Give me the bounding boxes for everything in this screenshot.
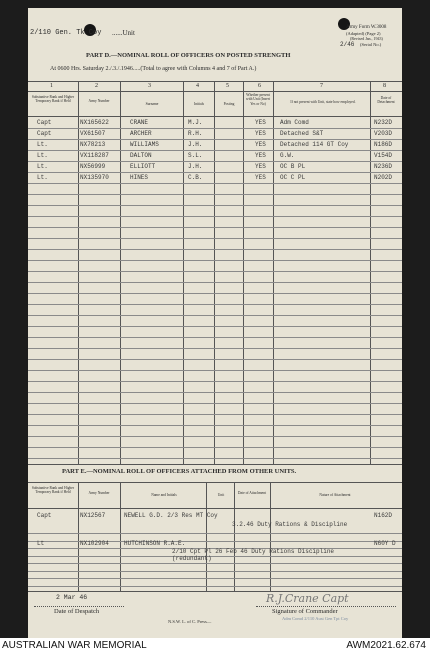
table-row xyxy=(28,534,402,562)
cell-army-number: VX118287 xyxy=(80,152,109,159)
serial-label: (Serial No.) xyxy=(360,42,382,47)
table-row xyxy=(28,151,402,161)
cell-rank: Capt xyxy=(37,130,52,137)
header-army-number: Army Number xyxy=(88,99,110,103)
signature-line xyxy=(256,606,396,607)
ruled-line xyxy=(28,304,402,305)
document-page xyxy=(28,8,402,638)
printer-imprint: N.S.W. L. of C. Press— xyxy=(168,619,212,624)
ruled-line xyxy=(28,205,402,206)
ruled-line xyxy=(28,403,402,404)
cell-present: YES xyxy=(255,119,266,126)
cell-employed: OC B PL xyxy=(280,163,306,170)
cell-surname: CRANE xyxy=(130,119,149,126)
cell-employed: Detached S&T xyxy=(280,130,324,137)
unit-stamp: Adm Comd 2/110 Aust Gen Tpt Coy xyxy=(282,616,349,621)
header-rank: Substantive Rank and Higher Temporary Rank if Held xyxy=(31,95,75,104)
ruled-line xyxy=(28,571,402,572)
cell-present: YES xyxy=(255,174,266,181)
header-detachment-date: Date of Detachment xyxy=(377,96,395,105)
header-name: Name and Initials xyxy=(151,493,177,497)
ruled-line xyxy=(28,586,402,587)
column-number: 1 xyxy=(50,83,53,89)
column-number: 2 xyxy=(95,83,98,89)
column-number: 6 xyxy=(258,83,261,89)
table-row xyxy=(28,511,402,533)
table-row xyxy=(28,140,402,150)
form-adapted: (Adapted) (Page 2) xyxy=(346,31,381,36)
cell-surname: HINES xyxy=(130,174,149,181)
cell-rank: Capt xyxy=(37,512,52,519)
header-army-number: Army Number xyxy=(88,491,110,495)
despatch-date-label: Date of Despatch xyxy=(54,608,100,615)
ruled-line xyxy=(28,315,402,316)
cell-date: V203D xyxy=(374,130,393,137)
serial-number: 2/46 xyxy=(340,41,355,48)
cell-army-number: NX165622 xyxy=(80,119,109,126)
header-rank: Substantive Rank and Higher Temporary Rank if Held xyxy=(31,486,75,495)
header-surname: Surname xyxy=(145,102,159,106)
cell-rank: Lt. xyxy=(37,163,48,170)
cell-initials: R.H. xyxy=(188,130,203,137)
ruled-line xyxy=(28,238,402,239)
ruled-line xyxy=(28,359,402,360)
caption-right: AWM2021.62.674 xyxy=(346,640,426,651)
part-d-table xyxy=(28,81,402,465)
cell-rank: Capt xyxy=(37,119,52,126)
cell-code: N162D xyxy=(374,512,393,519)
cell-employed: Detached 114 GT Coy xyxy=(280,141,349,148)
ruled-line xyxy=(28,216,402,217)
cell-surname: ELLIOTT xyxy=(130,163,156,170)
ruled-line xyxy=(28,194,402,195)
caption-bar xyxy=(0,638,430,653)
cell-initials: M.J. xyxy=(188,119,203,126)
signature-label: Signature of Commander xyxy=(272,608,338,615)
cell-employed: G.W. xyxy=(280,152,295,159)
cell-army-number: NX102904 xyxy=(80,540,109,547)
cell-army-number: VX61507 xyxy=(80,130,106,137)
header-unit: Unit xyxy=(217,493,225,497)
cell-army-number: NX135970 xyxy=(80,174,109,181)
cell-date: V154D xyxy=(374,152,393,159)
form-revised: (Revised Jan., 1943) xyxy=(350,36,383,41)
table-row xyxy=(28,173,402,183)
cell-date: N202D xyxy=(374,174,393,181)
form-number: Army Form W.3008 xyxy=(346,25,387,30)
part-e-table xyxy=(28,482,402,592)
date-line xyxy=(34,606,124,607)
ruled-line xyxy=(28,414,402,415)
part-e-title: PART E.—NOMINAL ROLL OF OFFICERS ATTACHED FROM OTHER UNITS. xyxy=(62,468,297,475)
column-number: 3 xyxy=(148,83,151,89)
header-nature: Nature of Attachment xyxy=(319,493,351,497)
cell-name-unit: NEWELL G.D. 2/3 Res MT Coy xyxy=(124,512,218,519)
ruled-line xyxy=(28,425,402,426)
caption-left: AUSTRALIAN WAR MEMORIAL xyxy=(2,640,147,651)
header-divider xyxy=(28,508,402,509)
cell-surname: WILLIAMS xyxy=(130,141,159,148)
header-attachment-date: Date of Attachment xyxy=(237,491,267,495)
ruled-line xyxy=(28,260,402,261)
cell-initials: J.H. xyxy=(188,163,203,170)
column-number: 5 xyxy=(226,83,229,89)
cell-army-number: NX78213 xyxy=(80,141,106,148)
cell-rank: Lt. xyxy=(37,141,48,148)
column-number: 7 xyxy=(320,83,323,89)
ruled-line xyxy=(28,563,402,564)
cell-attachment-detail: 3.2.46 Duty Rations & Discipline xyxy=(232,521,348,528)
cell-initials: C.B. xyxy=(188,174,203,181)
cell-present: YES xyxy=(255,141,266,148)
cell-rank: Lt. xyxy=(37,152,48,159)
cell-attachment-detail: 2/10 Cpt Pl 26 Feb 46 Duty Rations Discipline xyxy=(172,548,335,555)
cell-army-number: NX12567 xyxy=(80,512,106,519)
ruled-line xyxy=(28,183,402,184)
cell-employed: OC C PL xyxy=(280,174,306,181)
cell-present: YES xyxy=(255,152,266,159)
ruled-line xyxy=(28,578,402,579)
cell-initials: J.H. xyxy=(188,141,203,148)
ruled-line xyxy=(28,370,402,371)
unit-name: 2/110 Gen. Tk Coy xyxy=(30,29,102,37)
header-posting: Posting xyxy=(223,102,235,106)
cell-rank: Lt xyxy=(37,540,45,547)
ruled-line xyxy=(28,436,402,437)
cell-rank: Lt. xyxy=(37,174,48,181)
header-initials: Initials xyxy=(194,102,204,106)
cell-surname: DALTON xyxy=(130,152,152,159)
unit-label: ......Unit xyxy=(112,29,135,37)
ruled-line xyxy=(28,282,402,283)
cell-note: (redundant) xyxy=(172,555,212,562)
cell-army-number: NX56999 xyxy=(80,163,106,170)
ruled-line xyxy=(28,348,402,349)
ruled-line xyxy=(28,271,402,272)
cell-surname: ARCHER xyxy=(130,130,152,137)
cell-code: N60Y D xyxy=(374,540,396,547)
cell-employed: Adm Comd xyxy=(280,119,309,126)
cell-initials: S.L. xyxy=(188,152,203,159)
cell-present: YES xyxy=(255,130,266,137)
header-employed: If not present with Unit, state how employed. xyxy=(290,100,356,104)
column-number-row xyxy=(28,82,402,92)
commander-signature: R.J.Crane Capt xyxy=(266,592,349,605)
part-d-title: PART D.—NOMINAL ROLL OF OFFICERS ON POSTED STRENGTH xyxy=(86,52,291,59)
table-row xyxy=(28,118,402,128)
ruled-line xyxy=(28,326,402,327)
ruled-line xyxy=(28,293,402,294)
header-present: Whether present with Unit (Insert Yes or No) xyxy=(246,93,270,106)
ruled-line xyxy=(28,381,402,382)
ruled-line xyxy=(28,227,402,228)
ruled-line xyxy=(28,447,402,448)
ruled-line xyxy=(28,249,402,250)
table-row xyxy=(28,129,402,139)
ruled-line xyxy=(28,337,402,338)
header-divider xyxy=(28,116,402,117)
cell-date: N186D xyxy=(374,141,393,148)
despatch-date: 2 Mar 46 xyxy=(56,594,88,601)
cell-name: HUTCHINSON R.A.E. xyxy=(124,540,186,547)
part-d-at-line: At 0600 Hrs. Saturday 2./.3./.1946.....(Total to agree with Columns 4 and 7 of Part A.) xyxy=(50,66,257,72)
table-row xyxy=(28,162,402,172)
column-number: 4 xyxy=(196,83,199,89)
cell-present: YES xyxy=(255,163,266,170)
ruled-line xyxy=(28,458,402,459)
cell-date: N236D xyxy=(374,163,393,170)
cell-date: N232D xyxy=(374,119,393,126)
column-number: 8 xyxy=(383,83,386,89)
ruled-line xyxy=(28,392,402,393)
